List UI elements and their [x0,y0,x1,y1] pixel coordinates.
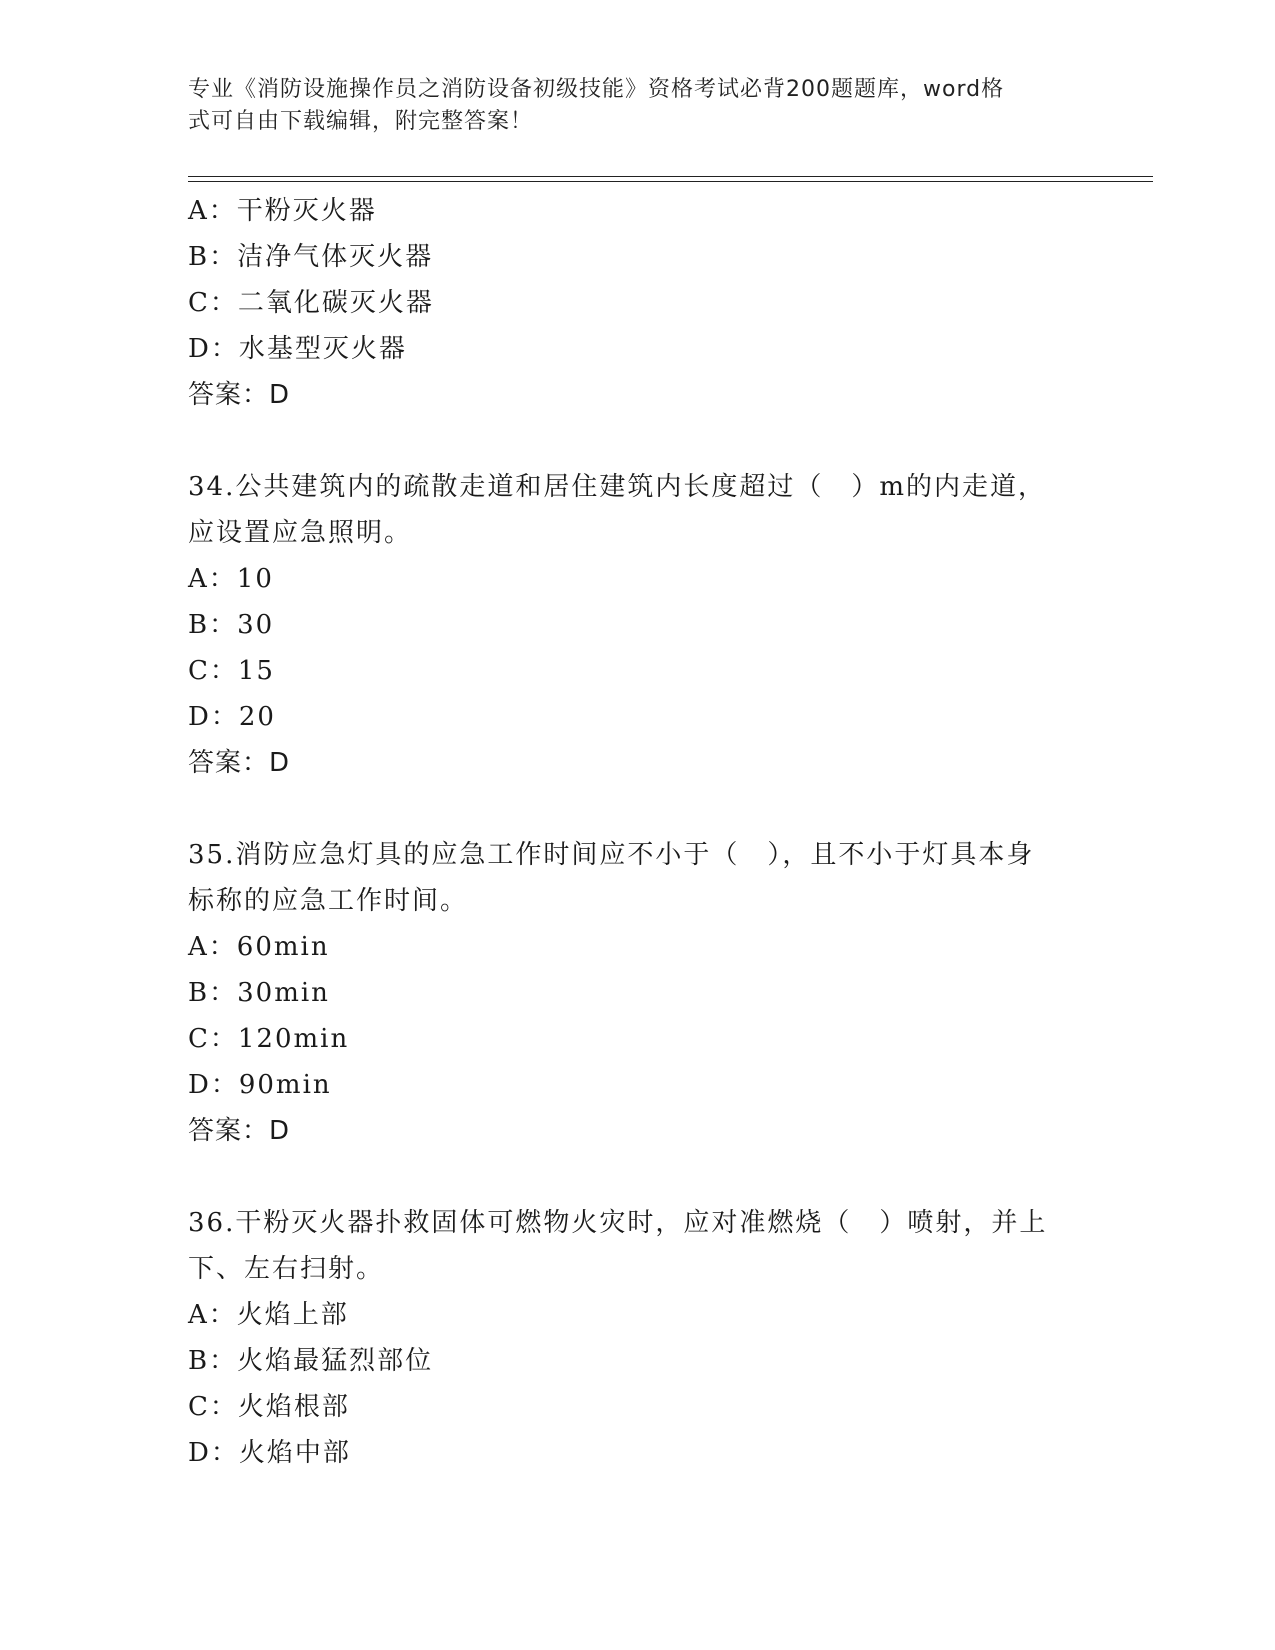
option-c: C：二氧化碳灭火器 [188,288,434,318]
question-stem-line-1: 35.消防应急灯具的应急工作时间应不小于（ ），且不小于灯具本身 [188,840,1035,870]
header-divider-top [188,176,1153,177]
option-c: C：15 [188,656,275,686]
option-a: A：火焰上部 [188,1300,349,1330]
header-line-1: 专业《消防设施操作员之消防设备初级技能》资格考试必背200题题库，word格 [188,77,1005,102]
option-d: D：20 [188,702,276,732]
option-b: B：火焰最猛烈部位 [188,1346,434,1376]
option-d: D：水基型灭火器 [188,334,407,364]
question-stem-line-2: 下、左右扫射。 [188,1254,385,1284]
question-stem-line-1: 36.干粉灭火器扑救固体可燃物火灾时，应对准燃烧（ ）喷射，并上 [188,1208,1048,1238]
option-a: A：干粉灭火器 [188,196,377,226]
document-header [188,74,1068,138]
option-a: A：10 [188,564,274,594]
option-b: B：30min [188,978,330,1008]
question-stem-line-2: 标称的应急工作时间。 [188,886,469,916]
answer-line: 答案：D [188,748,291,778]
option-d: D：90min [188,1070,332,1100]
question-block-36 [188,1200,1088,1476]
question-stem-line-1: 34.公共建筑内的疏散走道和居住建筑内长度超过（ ）m的内走道， [188,472,1047,502]
spacer [188,418,1088,464]
option-b: B：30 [188,610,275,640]
question-stem-line-2: 应设置应急照明。 [188,518,413,548]
answer-line: 答案：D [188,380,291,410]
spacer [188,786,1088,832]
question-block-33 [188,188,1088,418]
question-list [188,188,1088,1476]
option-d: D：火焰中部 [188,1438,351,1468]
question-block-35 [188,832,1088,1154]
header-line-2: 式可自由下载编辑，附完整答案！ [188,109,534,134]
option-a: A：60min [188,932,330,962]
answer-line: 答案：D [188,1116,291,1146]
option-b: B：洁净气体灭火器 [188,242,434,272]
header-divider-bottom [188,181,1153,182]
question-block-34 [188,464,1088,786]
spacer [188,1154,1088,1200]
option-c: C：120min [188,1024,350,1054]
option-c: C：火焰根部 [188,1392,350,1422]
